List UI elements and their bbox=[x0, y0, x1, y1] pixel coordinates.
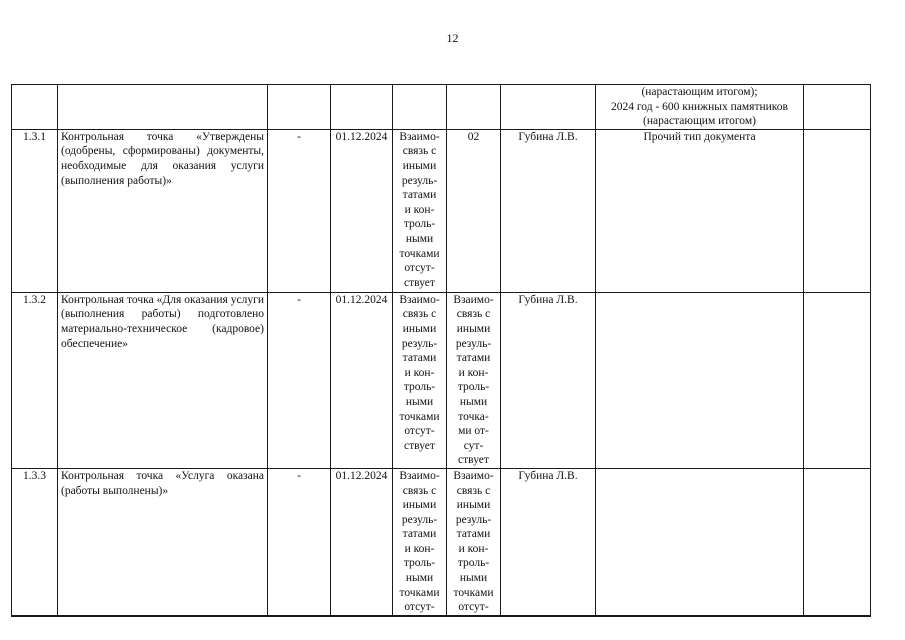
text-line: 02 bbox=[467, 130, 480, 143]
text-line: ными bbox=[405, 232, 434, 245]
text-line: и кон- bbox=[404, 542, 435, 555]
row-name: Контрольная точка «Услуга оказана (работы выполнены)» bbox=[58, 468, 268, 615]
text-line: иными bbox=[402, 322, 437, 335]
cell-end bbox=[331, 85, 393, 130]
text-line: ными bbox=[405, 572, 434, 585]
table-row-1-3-3 bbox=[12, 468, 871, 615]
text-line: отсут- bbox=[404, 601, 435, 614]
text-line: точками bbox=[399, 247, 440, 260]
cell-num bbox=[12, 85, 58, 130]
row-name: Контрольная точка «Утверждены (одобрены, сформированы) документы, необходимые для оказания услуги (выполнения работы)» bbox=[58, 129, 268, 292]
table-row-1-3-1 bbox=[12, 129, 871, 292]
row-end-date: 01.12.2024 bbox=[331, 129, 393, 292]
text-line: резуль- bbox=[455, 513, 492, 526]
cell-extra bbox=[804, 85, 871, 130]
text-line: ствует bbox=[458, 454, 489, 467]
carry-over-row bbox=[12, 85, 871, 130]
text-line: Взаимо- bbox=[453, 293, 494, 306]
text-line: отсут- bbox=[404, 262, 435, 275]
text-line: точка- bbox=[458, 410, 489, 423]
cell-prev bbox=[393, 85, 447, 130]
text-line: ными bbox=[459, 572, 488, 585]
text-line: резуль- bbox=[401, 513, 438, 526]
text-line: иными bbox=[456, 322, 491, 335]
row-end-date: 01.12.2024 bbox=[331, 468, 393, 615]
text-line: иными bbox=[402, 159, 437, 172]
text-line: татами bbox=[402, 528, 437, 541]
row-document-type: Прочий тип документа bbox=[596, 129, 804, 292]
text-line: и кон- bbox=[404, 203, 435, 216]
row-start-date: - bbox=[268, 468, 331, 615]
text-line: связь с bbox=[456, 308, 491, 321]
row-responsible: Губина Л.В. bbox=[501, 129, 596, 292]
text-line: ствует bbox=[404, 276, 435, 289]
text-line: Взаимо- bbox=[453, 469, 494, 482]
cell-extra bbox=[804, 129, 871, 292]
row-next-links bbox=[447, 292, 501, 468]
row-start-date: - bbox=[268, 292, 331, 468]
cell-start bbox=[268, 85, 331, 130]
row-responsible: Губина Л.В. bbox=[501, 292, 596, 468]
text-line: сут- bbox=[463, 439, 484, 452]
row-responsible: Губина Л.В. bbox=[501, 468, 596, 615]
row-name: Контрольная точка «Для оказания услуги (выполнения работы) подготовлено материально-техническое (кадровое) обеспечение» bbox=[58, 292, 268, 468]
text-line: резуль- bbox=[401, 174, 438, 187]
text-line: татами bbox=[456, 528, 491, 541]
row-end-date: 01.12.2024 bbox=[331, 292, 393, 468]
text-line: точками bbox=[399, 586, 440, 599]
row-start-date: - bbox=[268, 129, 331, 292]
carry-over-line: 2024 год - 600 книжных памятников bbox=[611, 100, 788, 113]
row-number: 1.3.1 bbox=[12, 129, 58, 292]
text-line: Взаимо- bbox=[399, 469, 440, 482]
page-number: 12 bbox=[446, 31, 459, 45]
text-line: связь с bbox=[402, 145, 437, 158]
text-line: троль- bbox=[457, 557, 490, 570]
plan-table bbox=[11, 84, 871, 617]
cell-next bbox=[447, 85, 501, 130]
row-number: 1.3.3 bbox=[12, 468, 58, 615]
row-prev-links bbox=[393, 292, 447, 468]
cell-extra bbox=[804, 468, 871, 615]
text-line: татами bbox=[402, 352, 437, 365]
text-line: и кон- bbox=[404, 366, 435, 379]
text-line: точками bbox=[453, 586, 494, 599]
text-line: и кон- bbox=[458, 366, 489, 379]
row-document-type bbox=[596, 292, 804, 468]
text-line: связь с bbox=[402, 308, 437, 321]
text-line: иными bbox=[402, 499, 437, 512]
cell-name bbox=[58, 85, 268, 130]
cell-responsible bbox=[501, 85, 596, 130]
text-line: резуль- bbox=[455, 337, 492, 350]
row-next-links bbox=[447, 468, 501, 615]
row-number: 1.3.2 bbox=[12, 292, 58, 468]
row-next-links bbox=[447, 129, 501, 292]
carry-over-text bbox=[596, 85, 804, 130]
text-line: связь с bbox=[456, 484, 491, 497]
text-line: ными bbox=[459, 395, 488, 408]
row-document-type bbox=[596, 468, 804, 615]
text-line: иными bbox=[456, 499, 491, 512]
text-line: троль- bbox=[457, 381, 490, 394]
carry-over-line: (нарастающим итогом) bbox=[643, 115, 756, 128]
table-row-1-3-2 bbox=[12, 292, 871, 468]
text-line: отсут- bbox=[404, 425, 435, 438]
text-line: татами bbox=[456, 352, 491, 365]
text-line: троль- bbox=[403, 381, 436, 394]
text-line: и кон- bbox=[458, 542, 489, 555]
row-prev-links bbox=[393, 129, 447, 292]
text-line: ствует bbox=[404, 439, 435, 452]
text-line: ными bbox=[405, 395, 434, 408]
row-prev-links bbox=[393, 468, 447, 615]
text-line: Взаимо- bbox=[399, 130, 440, 143]
text-line: точками bbox=[399, 410, 440, 423]
text-line: троль- bbox=[403, 218, 436, 231]
text-line: связь с bbox=[402, 484, 437, 497]
text-line: ми от- bbox=[458, 425, 489, 438]
text-line: Взаимо- bbox=[399, 293, 440, 306]
text-line: троль- bbox=[403, 557, 436, 570]
text-line: отсут- bbox=[458, 601, 489, 614]
carry-over-line: (нарастающим итогом); bbox=[641, 86, 758, 98]
text-line: татами bbox=[402, 189, 437, 202]
text-line: резуль- bbox=[401, 337, 438, 350]
cell-extra bbox=[804, 292, 871, 468]
